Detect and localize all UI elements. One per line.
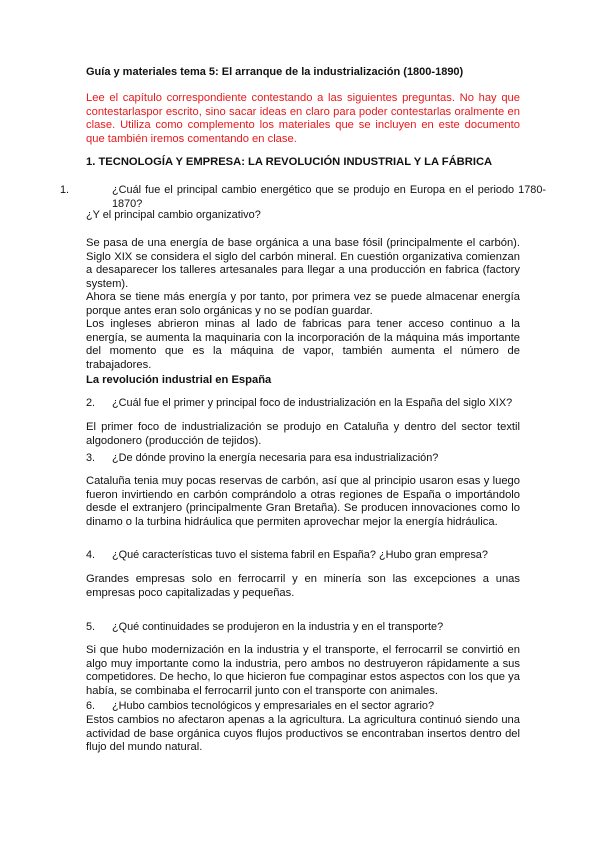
question-2-text: ¿Cuál fue el primer y principal foco de industrialización en la España del siglo XIX? — [112, 397, 513, 409]
answer-1-paragraph-2: Ahora se tiene más energía y por tanto, por primera vez se puede almacenar energía porque antes eran solo orgánicas y no se podían guardar. — [86, 291, 520, 317]
answer-3: Cataluña tenia muy pocas reservas de carbón, así que al principio usaron esas y luego fueron invirtiendo en carbón comprándolo a otras regiones de España o importándolo desde el extranjero (principalmente Gran Bretaña). Se producen innovaciones como lo dinamo o la turbina hidráulica que permiten aprovechar mejor la energía hidráulica. — [86, 475, 520, 528]
section2-heading: La revolución industrial en España — [86, 374, 272, 386]
question-1 — [60, 184, 546, 211]
answer-6: Estos cambios no afectaron apenas a la agricultura. La agricultura continuó siendo una actividad de base orgánica cuyos flujos productivos se encontraban insertos dentro del flujo del mundo natural. — [86, 714, 520, 754]
question-6-text: ¿Hubo cambios tecnológicos y empresariales en el sector agrario? — [112, 700, 435, 712]
question-5-number: 5. — [86, 621, 96, 633]
question-6 — [86, 700, 520, 714]
question-5-text: ¿Qué continuidades se produjeron en la industria y en el transporte? — [112, 621, 444, 633]
question-1-number: 1. — [60, 184, 70, 196]
question-5 — [86, 621, 520, 635]
instructions-text: Lee el capítulo correspondiente contestando a las siguientes preguntas. No hay que contestarlaspor escrito, sino sacar ideas en claro para poder contestarlas oralmente en clase. Utiliza como complemento los materiales que se incluyen en este documento que también iremos comentando en clase. — [86, 92, 520, 145]
question-3 — [86, 452, 520, 466]
question-2 — [86, 397, 520, 411]
question-6-number: 6. — [86, 700, 96, 712]
question-4-number: 4. — [86, 549, 96, 561]
answer-1-paragraph-3: Los ingleses abrieron minas al lado de fabricas para tener acceso continuo a la energía, se aumenta la maquinaria con la incorporación de la máquina más importante del momento que es la máquina de vapor, también aumenta el número de trabajadores. — [86, 318, 520, 371]
section1-heading: 1. TECNOLOGÍA Y EMPRESA: LA REVOLUCIÓN INDUSTRIAL Y LA FÁBRICA — [86, 156, 493, 168]
question-1-text: ¿Cuál fue el principal cambio energético que se produjo en Europa en el periodo 1780-1870? — [112, 184, 546, 210]
question-2-number: 2. — [86, 397, 96, 409]
answer-1-paragraph-1: Se pasa de una energía de base orgánica a una base fósil (principalmente el carbón). Siglo XIX se considera el siglo del carbón mineral. En cuestión organizativa comienzan a desaparecer los talleres artesanales para llegar a una producción en fabrica (factory system). — [86, 237, 520, 290]
question-3-number: 3. — [86, 452, 96, 464]
question-4 — [86, 549, 520, 563]
question-4-text: ¿Qué características tuvo el sistema fabril en España? ¿Hubo gran empresa? — [112, 549, 488, 561]
question-3-text: ¿De dónde provino la energía necesaria para esa industrialización? — [112, 452, 439, 464]
answer-4: Grandes empresas solo en ferrocarril y en minería son las excepciones a unas empresas poco capitalizadas y pequeñas. — [86, 573, 520, 599]
question-1-sub: ¿Y el principal cambio organizativo? — [86, 209, 261, 221]
answer-2: El primer foco de industrialización se produjo en Cataluña y dentro del sector textil algodonero (producción de tejidos). — [86, 421, 520, 447]
document-title: Guía y materiales tema 5: El arranque de la industrialización (1800-1890) — [86, 66, 464, 78]
answer-5: Si que hubo modernización en la industria y el transporte, el ferrocarril se convirtió en algo muy importante como la industria, pero ambos no destruyeron rápidamente a sus competidores. De hecho, lo que hicieron fue compaginar estos aspectos con los que ya había, se combinaba el ferrocarril junto con el transporte con animales. — [86, 644, 520, 697]
